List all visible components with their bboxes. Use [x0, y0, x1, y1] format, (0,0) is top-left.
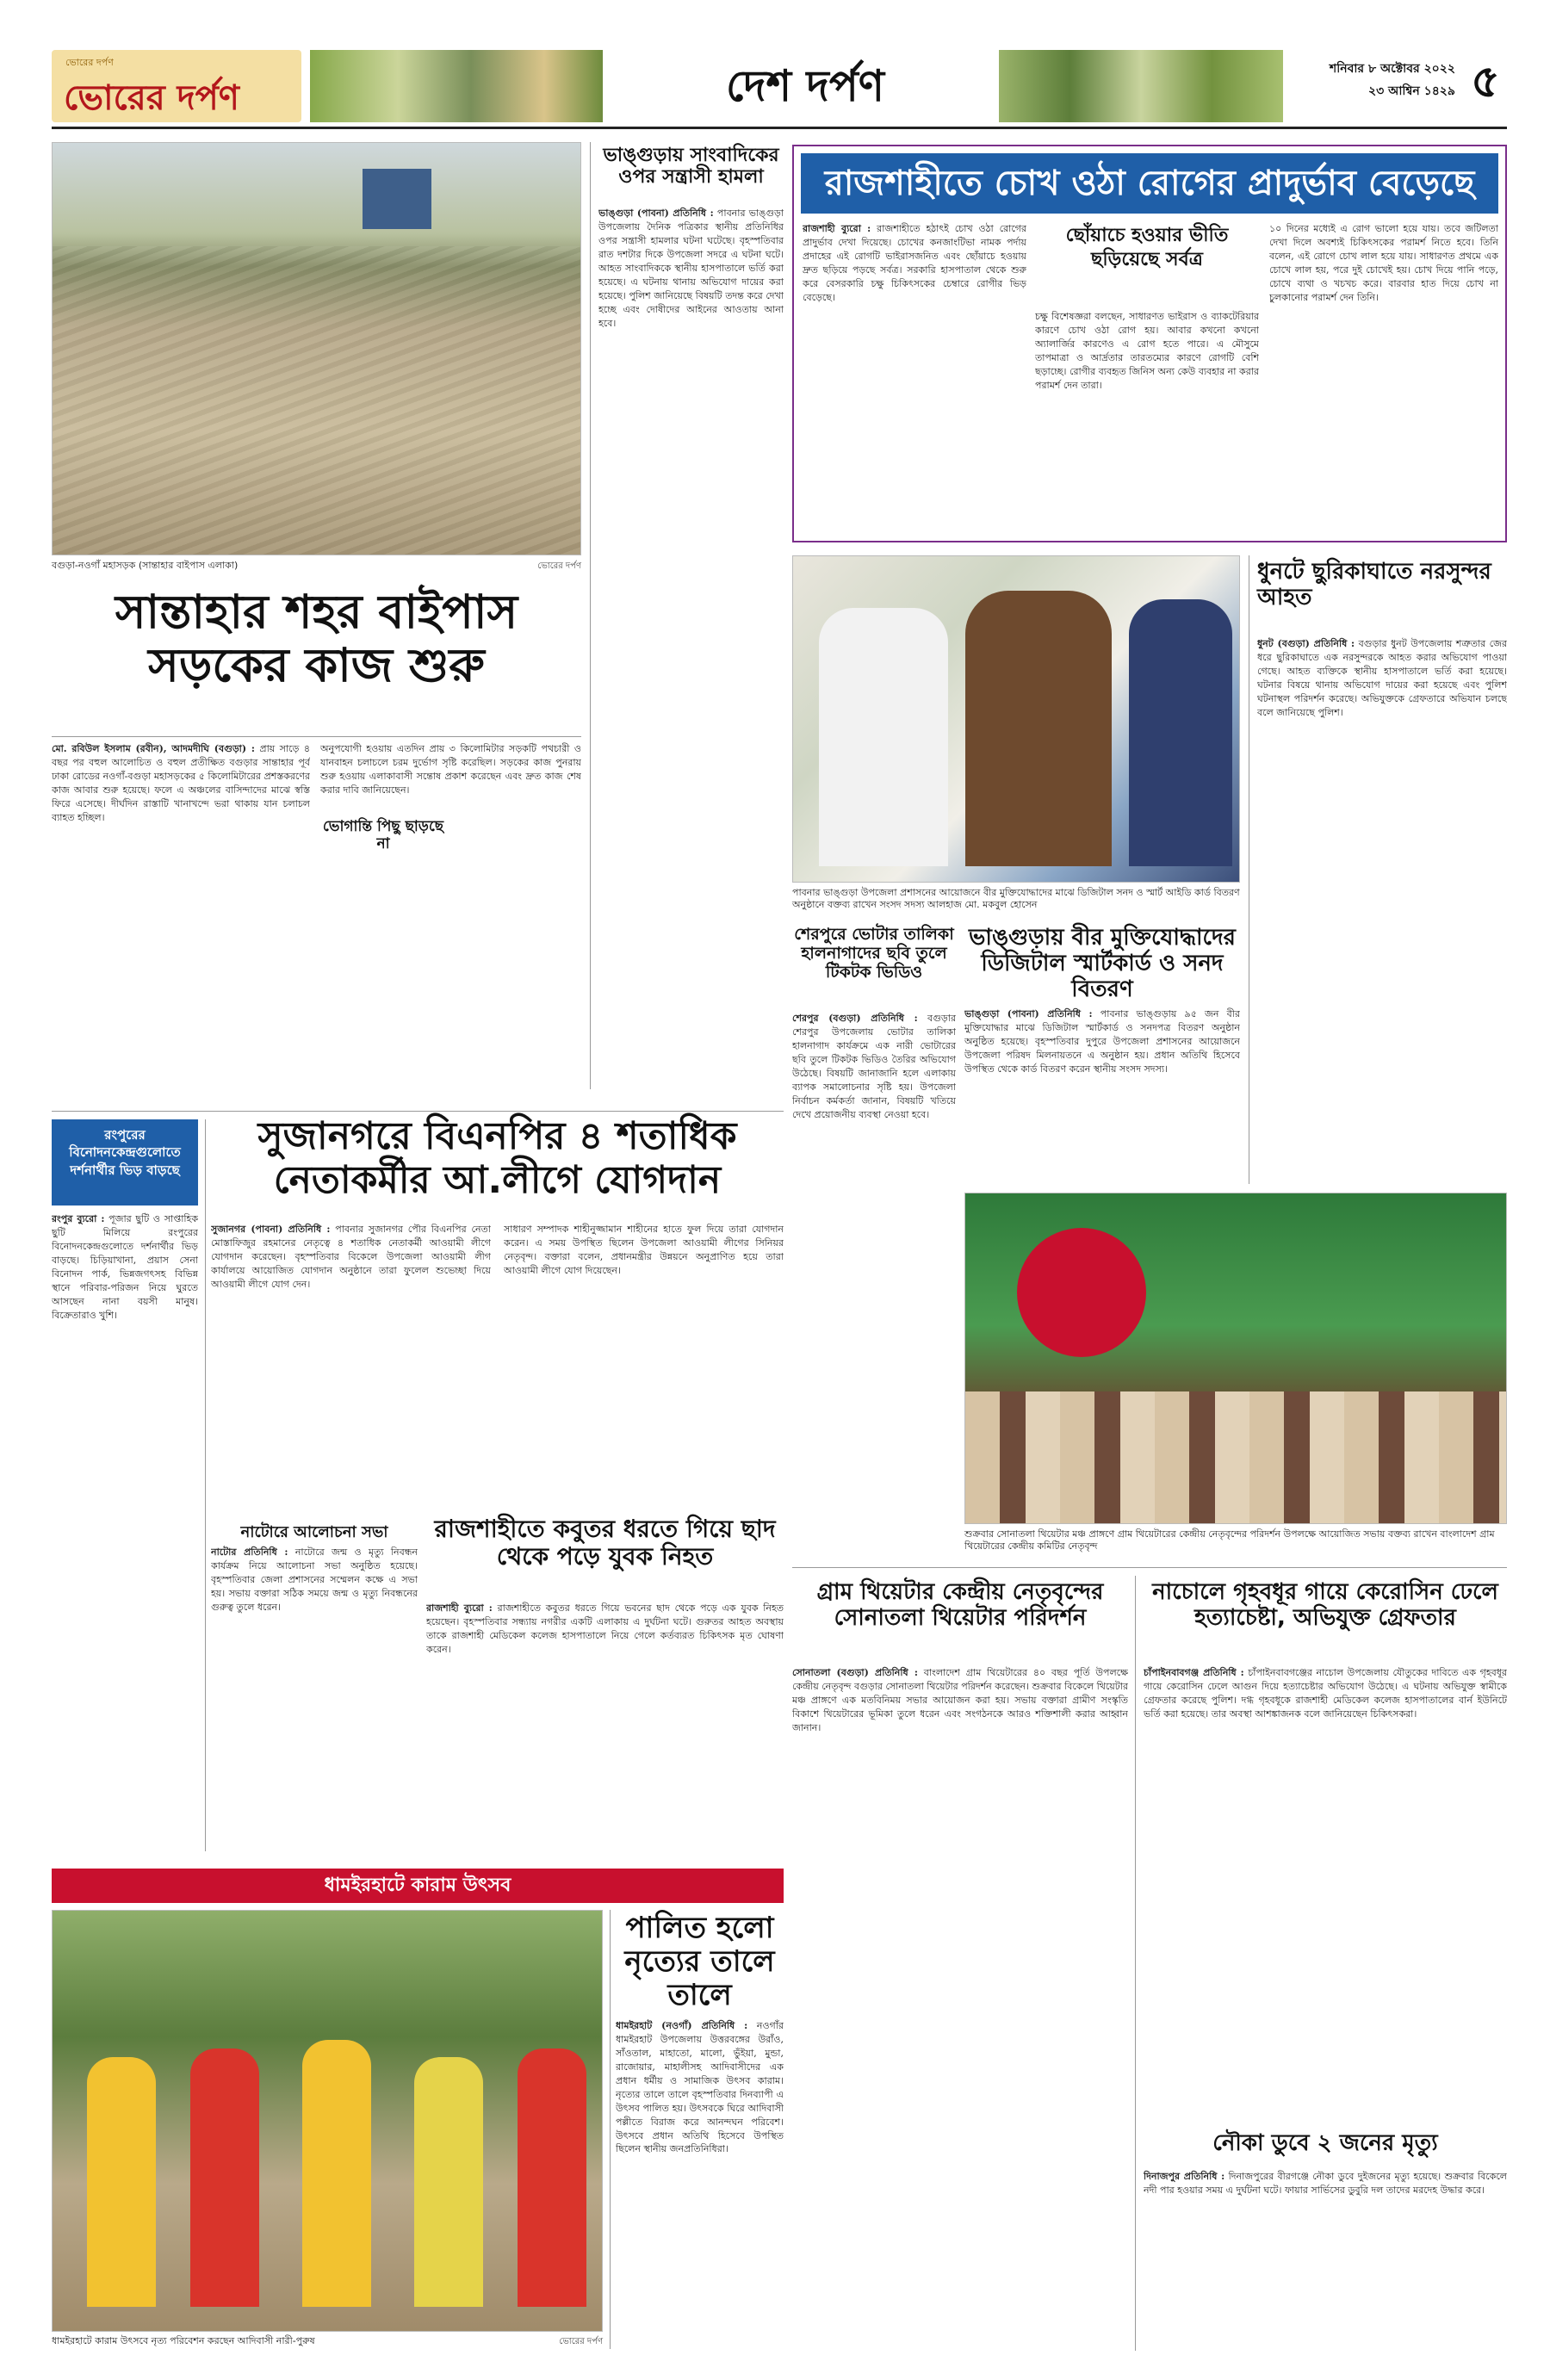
road-photo: [52, 142, 581, 555]
person-shape: [819, 608, 948, 866]
headline-boat: নৌকা ডুবে ২ জনের মৃত্যু: [1212, 2130, 1438, 2156]
headline-muktijoddha: ভাঙ্গুড়ায় বীর মুক্তিযোদ্ধাদের ডিজিটাল স্মার্টকার্ড ও সনদ বিতরণ: [969, 925, 1236, 1002]
body-text: রাজশাহীতে কবুতর ধরতে গিয়ে ভবনের ছাদ থেকে পড়ে এক যুবক নিহত হয়েছেন। বৃহস্পতিবার সন্ধ্যায় নগরীর একটি এলাকায় এ দুর্ঘটনা ঘটে। গুরুতর আহত অবস্থায় তাকে রাজশাহী মেডিকেল কলেজ হাসপাতালে নিয়ে গেলে কর্তব্যরত চিকিৎসক মৃত ঘোষণা করেন।: [426, 1602, 784, 1655]
headline-sherpur: শেরপুরে ভোটার তালিকা হালনাগাদের ছবি তুলে টিকটক ভিডিও: [794, 925, 954, 982]
body-text: নওগাঁর ধামইরহাট উপজেলায় উত্তরবঙ্গের উরাঁও, সাঁওতাল, মাহাতো, মালো, ভুঁইয়া, মুন্ডা, রাজোয়ার, মাহালীসহ আদিবাসীদের এক প্রধান ধর্মীয় ও সামাজিক উৎসব কারাম। নৃত্যের তালে তালে বৃহস্পতিবার দিনব্যাপী এ উৎসব পালিত হয়। উৎসবকে ঘিরে আদিবাসী পল্লীতে বিরাজ করে আনন্দঘন পরিবেশ। উৎসবে প্রধান অতিথি হিসেবে উপস্থিত ছিলেন স্থানীয় জনপ্রতিনিধিরা।: [616, 2020, 784, 2155]
body-text: বগুড়ার শেরপুর উপজেলায় ভোটার তালিকা হালনাগাদ কার্যক্রমে এক নারী ভোটারের ছবি তুলে টিকটক ভিডিও তৈরির অভিযোগ উঠেছে। বিষয়টি জানাজানি হলে এলাকায় ব্যাপক সমালোচনার সৃষ্টি হয়। উপজেলা নির্বাচন কর্মকর্তা জানান, বিষয়টি খতিয়ে দেখে প্রয়োজনীয় ব্যবস্থা নেওয়া হবে।: [792, 1013, 956, 1120]
column-rule: [590, 142, 591, 1089]
headline-natore: নাটোরে আলোচনা সভা: [240, 1523, 388, 1541]
article-body: [1144, 1666, 1507, 2123]
divider: [52, 1111, 784, 1112]
newspaper-logo: [52, 50, 301, 122]
dancer-shape: [87, 2057, 156, 2307]
logo-name: ভোরের দর্পণ: [64, 77, 239, 118]
headline-pigeon: রাজশাহীতে কবুতর ধরতে গিয়ে ছাদ থেকে পড়ে যুবক নিহত: [434, 1515, 776, 1571]
banner-circle: [1017, 1228, 1146, 1357]
article-body-3: ১০ দিনের মধ্যেই এ রোগ ভালো হয়ে যায়। তবে জটিলতা দেখা দিলে অবশ্যই চিকিৎসকের পরামর্শ নিতে হবে। তিনি বলেন, এই রোগে চোখ লাল হয়ে যায়। সাধারণত প্রথমে এক চোখে লাল হয়, পরে দুই চোখেই হয়। চোখ দিয়ে পানি পড়ে, চোখে ব্যথা ও খচখচ করে। বারবার হাত দিয়ে চোখ না চুলকানোর পরামর্শ দেন তিনি।: [1269, 223, 1498, 303]
dancer-shape: [302, 2040, 371, 2307]
photo-credit: ভোরের দর্পণ: [537, 561, 581, 571]
masthead-photo-strip-right: [999, 50, 1283, 122]
article-body: [792, 1666, 1128, 2346]
photo-caption: শুক্রবার সোনাতলা থিয়েটার মঞ্চ প্রাঙ্গণে গ্রাম থিয়েটারের কেন্দ্রীয় নেতৃবৃন্দের পরিদর্শন উপলক্ষে আয়োজিত সভায় বক্তব্য রাখেন বাংলাদেশ গ্রাম থিয়েটারের কেন্দ্রীয় কমিটির নেতৃবৃন্দ: [964, 1528, 1495, 1553]
column-rule: [1135, 1576, 1136, 2351]
photo-caption: বগুড়া-নওগাঁ মহাসড়ক (সান্তাহার বাইপাস এলাকা): [52, 560, 239, 571]
masthead-photo-strip-left: [310, 50, 603, 122]
headline-santahar: সান্তাহার শহর বাইপাস সড়কের কাজ শুরু: [115, 585, 518, 693]
body-text: বাংলাদেশ গ্রাম থিয়েটারের ৪০ বছর পূর্তি উপলক্ষে কেন্দ্রীয় নেতৃবৃন্দ বগুড়ার সোনাতলা থিয়েটার পরিদর্শন করেছেন। শুক্রবার বিকেলে থিয়েটার মঞ্চ প্রাঙ্গণে এক মতবিনিময় সভার আয়োজন করা হয়। সভায় বক্তারা গ্রামীণ সংস্কৃতি বিকাশে থিয়েটারের ভূমিকা তুলে ধরেন এবং সংগঠনকে আরও শক্তিশালী করার আহ্বান জানান।: [792, 1667, 1128, 1733]
article-body: [52, 742, 310, 1104]
body-text: বগুড়ার ধুনট উপজেলায় শত্রুতার জের ধরে ছুরিকাঘাতে এক নরসুন্দরকে আহত করার অভিযোগ পাওয়া গেছে। আহত ব্যক্তিকে স্থানীয় হাসপাতালে ভর্তি করা হয়েছে। ঘটনার বিষয়ে থানায় অভিযোগ দায়ের করা হয়েছে এবং পুলিশ ঘটনাস্থল পরিদর্শন করেছে। অভিযুক্তকে গ্রেফতারে অভিযান চলছে বলে জানিয়েছে পুলিশ।: [1257, 638, 1507, 718]
section-title: দেশ দর্পণ: [726, 60, 884, 111]
body-text: চাঁপাইনবাবগঞ্জের নাচোল উপজেলায় যৌতুকের দাবিতে এক গৃহবধূর গায়ে কেরোসিন ঢেলে আগুন দিয়ে হত্যাচেষ্টার অভিযোগ উঠেছে। এ ঘটনায় অভিযুক্ত স্বামীকে গ্রেফতার করেছে পুলিশ। দগ্ধ গৃহবধূকে রাজশাহী মেডিকেল কলেজ হাসপাতালের বার্ন ইউনিটে ভর্তি করা হয়েছে। তার অবস্থা আশঙ্কাজনক বলে জানিয়েছেন চিকিৎসকরা।: [1144, 1667, 1507, 1720]
person-shape: [965, 591, 1112, 866]
dancer-shape: [414, 2057, 483, 2307]
ceremony-photo: [792, 555, 1240, 883]
headline-journalist-attack: ভাঙ্গুড়ায় সাংবাদিকের ওপর সন্ত্রাসী হামলা: [603, 145, 779, 189]
article-body: [52, 1212, 198, 1850]
column-rule: [610, 1910, 611, 2349]
body-text: নাটোরে জন্ম ও মৃত্যু নিবন্ধন কার্যক্রম নিয়ে আলোচনা সভা অনুষ্ঠিত হয়েছে। বৃহস্পতিবার জেলা প্রশাসনের সম্মেলন কক্ষে এ সভা হয়। সভায় বক্তারা সঠিক সময়ে জন্ম ও মৃত্যু নিবন্ধনের গুরুত্ব তুলে ধরেন।: [211, 1546, 418, 1613]
karam-dance-photo: [52, 1910, 603, 2332]
lead-subhead: ছোঁয়াচে হওয়ার ভীতি ছড়িয়েছে সর্বত্র: [1065, 225, 1229, 270]
article-body: [803, 222, 1026, 536]
karam-banner: ধামইরহাটে কারাম উৎসব: [52, 1869, 784, 1903]
byline: ভাঙ্গুড়া (পাবনা) প্রতিনিধি :: [598, 208, 714, 219]
photo-caption: পাবনার ভাঙ্গুড়া উপজেলা প্রশাসনের আয়োজনে বীর মুক্তিযোদ্ধাদের মাঝে ডিজিটাল সনদ ও স্মার্ট আইডি কার্ড বিতরণ অনুষ্ঠানে বক্তব্য রাখেন সংসদ সদস্য আলহাজ মো. মকবুল হোসেন: [792, 887, 1240, 911]
byline: সোনাতলা (বগুড়া) প্রতিনিধি :: [792, 1667, 918, 1678]
audience-shape: [965, 1391, 1507, 1524]
body-text: দিনাজপুরের বীরগঞ্জে নৌকা ডুবে দুইজনের মৃত্যু হয়েছে। শুক্রবার বিকেলে নদী পার হওয়ার সময় এ দুর্ঘটনা ঘটে। ফায়ার সার্ভিসের ডুবুরি দল তাদের মরদেহ উদ্ধার করে।: [1144, 2171, 1507, 2196]
article-body: [211, 1223, 491, 1507]
body-text: পাবনার ভাঙ্গুড়া উপজেলায় দৈনিক পত্রিকার স্থানীয় প্রতিনিধির ওপর সন্ত্রাসী হামলার ঘটনা ঘটেছে। বৃহস্পতিবার রাত দশটার দিকে উপজেলা সদরে এ ঘটনা ঘটে। আহত সাংবাদিককে স্থানীয় হাসপাতালে ভর্তি করা হয়েছে। এ ঘটনায় থানায় অভিযোগ দায়ের করা হয়েছে। পুলিশ জানিয়েছে বিষয়টি তদন্ত করে দেখা হচ্ছে এবং দোষীদের আইনের আওতায় আনা হবে।: [598, 208, 784, 329]
subhead: ভোগান্তি পিছু ছাড়ছে না: [322, 818, 444, 853]
byline: চাঁপাইনবাবগঞ্জ প্রতিনিধি :: [1144, 1667, 1244, 1678]
headline-karam: পালিত হলো নৃত্যের তালে তালে: [624, 1911, 775, 2013]
logo-tagline: ভোরের দর্পণ: [65, 57, 114, 68]
byline: রাজশাহী ব্যুরো :: [426, 1602, 493, 1614]
lead-headline: রাজশাহীতে চোখ ওঠা রোগের প্রাদুর্ভাব বেড়েছে: [801, 153, 1498, 214]
byline: ধামইরহাট (নওগাঁ) প্রতিনিধি :: [616, 2020, 748, 2031]
article-body-2: চক্ষু বিশেষজ্ঞরা বলছেন, সাধারণত ভাইরাস ও ব্যাকটেরিয়ার কারণে চোখ ওঠা রোগ হয়। আবার কখনো কখনো অ্যালার্জির কারণেও এ রোগ হতে পারে। এ মৌসুমে তাপমাত্রা ও আর্দ্রতার তারতম্যের কারণে রোগটি বেশি ছড়াচ্ছে। রোগীর ব্যবহৃত জিনিস অন্য কেউ ব্যবহার না করার পরামর্শ দেন তারা।: [1035, 311, 1259, 391]
byline: রংপুর ব্যুরো :: [52, 1213, 105, 1224]
article-body: [1144, 2170, 1507, 2346]
article-body: [426, 1602, 784, 1847]
body-text: পাবনার ভাঙ্গুড়ায় ৯৫ জন বীর মুক্তিযোদ্ধার মাঝে ডিজিটাল স্মার্টকার্ড ও সনদপত্র বিতরণ অনুষ্ঠান অনুষ্ঠিত হয়েছে। বৃহস্পতিবার দুপুরে উপজেলা প্রশাসনের আয়োজনে উপজেলা পরিষদ মিলনায়তনে এ অনুষ্ঠান হয়। প্রধান অতিথি হিসেবে উপস্থিত থেকে কার্ড বিতরণ করেন স্থানীয় সংসদ সদস্য।: [964, 1008, 1240, 1075]
article-body-2: অনুপযোগী হওয়ায় এতদিন প্রায় ৩ কিলোমিটার সড়কটি পথচারী ও যানবাহন চলাচলে চরম দুর্ভোগ সৃষ্টি করেছিল। সড়কের কাজ পুনরায় শুরু হওয়ায় এলাকাবাসী সন্তোষ প্রকাশ করেছেন এবং দ্রুত কাজ শেষ করার দাবি জানিয়েছেন।: [320, 743, 581, 796]
truck-shape: [363, 169, 431, 229]
photo-caption: ধামইরহাটে কারাম উৎসবে নৃত্য পরিবেশন করছেন আদিবাসী নারী-পুরুষ: [52, 2335, 315, 2346]
byline: রাজশাহী ব্যুরো :: [803, 223, 871, 234]
byline: নাটোর প্রতিনিধি :: [211, 1546, 288, 1558]
article-body: [211, 1546, 418, 1847]
body-text: পূজার ছুটি ও সাপ্তাহিক ছুটি মিলিয়ে রংপুরের বিনোদনকেন্দ্রগুলোতে দর্শনার্থীর ভিড় বাড়ছে। চিড়িয়াখানা, প্রয়াস সেনা বিনোদন পার্ক, ভিন্নজগৎসহ বিভিন্ন স্থানে পরিবার-পরিজন নিয়ে ঘুরতে আসছেন নানা বয়সী মানুষ। বিক্রেতারাও খুশি।: [52, 1213, 198, 1321]
article-body: [964, 1007, 1240, 1180]
masthead: [52, 43, 1507, 129]
person-shape: [1129, 599, 1232, 866]
headline-nachol: নাচোলে গৃহবধূর গায়ে কেরোসিন ঢেলে হত্যাচেষ্টা, অভিযুক্ত গ্রেফতার: [1152, 1579, 1498, 1631]
byline: ভাঙ্গুড়া (পাবনা) প্রতিনিধি :: [964, 1008, 1093, 1020]
headline-dhunat: ধুনটে ছুরিকাঘাতে নরসুন্দর আহত: [1257, 559, 1491, 610]
date-bengali: ২৩ আশ্বিন ১৪২৯: [1368, 84, 1455, 98]
article-body: [792, 1012, 956, 1447]
article-body: [616, 2019, 784, 2351]
byline: সুজানগর (পাবনা) প্রতিনিধি :: [211, 1224, 331, 1235]
page-number: ৫: [1471, 56, 1500, 108]
road-texture: [53, 246, 581, 555]
divider: [792, 1567, 1507, 1568]
photo-credit: ভোরের দর্পণ: [559, 2337, 603, 2346]
dancer-shape: [518, 2048, 586, 2307]
body-text: প্রায় সাড়ে ৪ বছর পর বহুল আলোচিত ও বহুল প্রতীক্ষিত বগুড়ার সান্তাহার পূর্ব ঢাকা রোডের নওগাঁ-বগুড়া মহাসড়কের ৫ কিলোমিটারের প্রশস্তকরণের কাজ আবার শুরু হয়েছে। ফলে এ অঞ্চলের বাসিন্দাদের মাঝে স্বস্তি ফিরে এসেছে। দীর্ঘদিন রাস্তাটি খানাখন্দে ভরা থাকায় যান চলাচল ব্যাহত হচ্ছিল।: [52, 743, 310, 823]
divider: [52, 736, 581, 737]
body-text: পাবনার সুজানগর পৌর বিএনপির নেতা মোস্তাফিজুর রহমানের নেতৃত্বে ৪ শতাধিক নেতাকর্মী আওয়ামী লীগে যোগদান করেছেন। বৃহস্পতিবার বিকেলে উপজেলা আওয়ামী লীগ কার্যালয়ে আয়োজিত যোগদান অনুষ্ঠানে তারা ফুলেল শুভেচ্ছা দিয়ে আওয়ামী লীগে যোগ দেন।: [211, 1224, 491, 1290]
date-gregorian: শনিবার ৮ অক্টোবর ২০২২: [1329, 62, 1455, 76]
byline: মো. রবিউল ইসলাম (রবীন), আদমদীঘি (বগুড়া) :: [52, 743, 255, 754]
byline: শেরপুর (বগুড়া) প্রতিনিধি :: [792, 1013, 918, 1024]
column-rule: [205, 1119, 206, 1851]
theatre-meeting-photo: [964, 1193, 1507, 1524]
article-body-2: সাধারণ সম্পাদক শাহীনুজ্জামান শাহীনের হাতে ফুল দিয়ে তারা যোগদান করেন। এ সময় উপস্থিত ছিলেন উপজেলা আওয়ামী লীগের সিনিয়র নেতৃবৃন্দ। বক্তারা বলেন, প্রধানমন্ত্রীর উন্নয়নে অনুপ্রাণিত হয়ে তারা আওয়ামী লীগে যোগ দিয়েছেন।: [504, 1224, 784, 1276]
rangpur-tag: রংপুরের বিনোদনকেন্দ্রগুলোতে দর্শনার্থীর ভিড় বাড়ছে: [52, 1119, 198, 1205]
headline-sujanagar: সুজানগরে বিএনপির ৪ শতাধিক নেতাকর্মীর আ.লীগে যোগদান: [257, 1114, 737, 1202]
headline-theatre: গ্রাম থিয়েটার কেন্দ্রীয় নেতৃবৃন্দের সোনাতলা থিয়েটার পরিদর্শন: [816, 1579, 1104, 1631]
article-body: [598, 207, 784, 1076]
body-text: রাজশাহীতে হঠাৎই চোখ ওঠা রোগের প্রাদুর্ভাব দেখা দিয়েছে। চোখের কনজাংটিভা নামক পর্দায় প্রদাহের এই রোগটি ভাইরাসজনিত এবং ছোঁয়াচে হওয়ায় দ্রুত ছড়িয়ে পড়ছে সর্বত্র। সরকারি হাসপাতাল থেকে শুরু করে বেসরকারি চক্ষু চিকিৎসকের চেম্বারে রোগীর ভিড় বেড়েছে।: [803, 223, 1026, 303]
article-body: [1257, 637, 1507, 1180]
byline: ধুনট (বগুড়া) প্রতিনিধি :: [1257, 638, 1355, 649]
lead-story-box: [792, 145, 1507, 542]
dancer-shape: [190, 2048, 259, 2307]
byline: দিনাজপুর প্রতিনিধি :: [1144, 2171, 1225, 2182]
